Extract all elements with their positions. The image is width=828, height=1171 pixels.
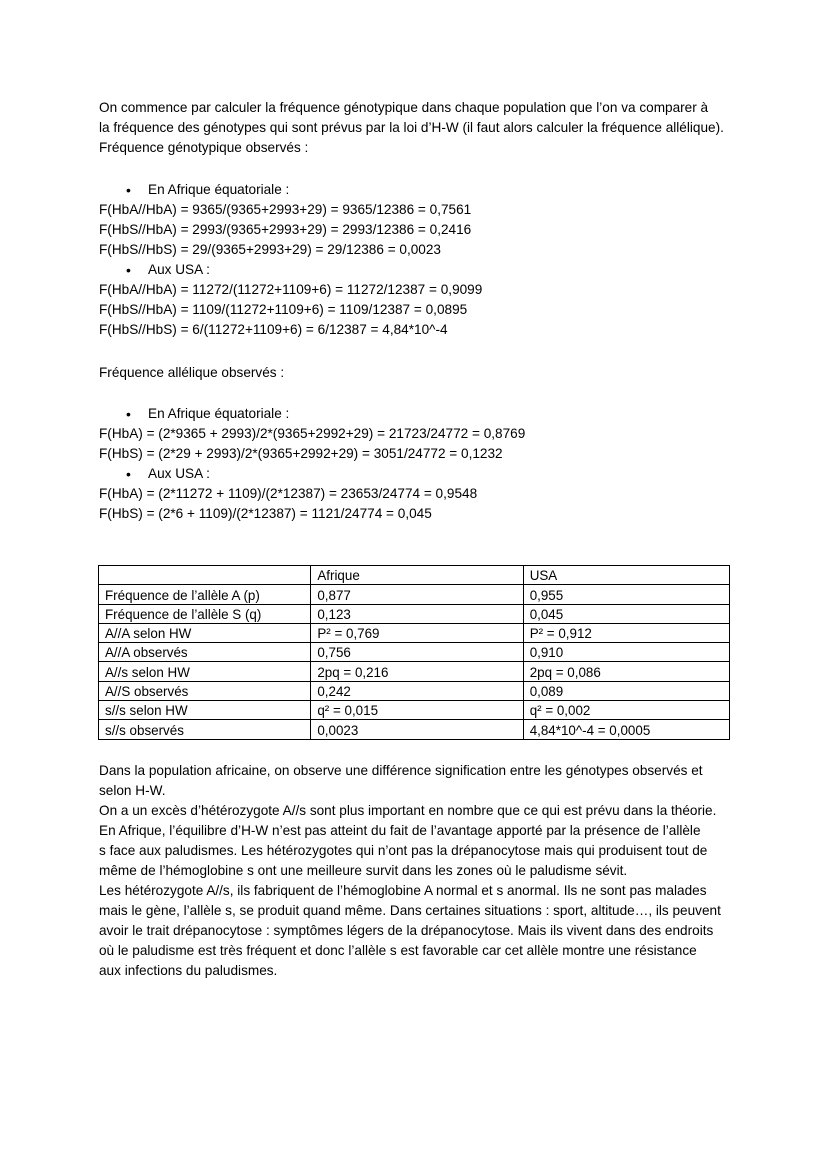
table-cell: q² = 0,015 [311,701,523,720]
table-cell: 0,089 [523,681,729,700]
bullet-usa-label: • Aux USA : [99,260,731,280]
table-cell: P² = 0,912 [523,623,729,642]
table-cell: 0,242 [311,681,523,700]
allelic-heading-block [99,363,731,383]
table-row [99,681,730,700]
conclusion-line: même de l’hémoglobine s ont une meilleure survit dans les zones où le paludisme sévit. [99,863,628,878]
table-cell: 4,84*10^-4 = 0,0005 [523,720,729,739]
table-cell: s//s selon HW [99,701,311,720]
formula-line: F(HbS//HbA) = 1109/(11272+1109+6) = 1109/12387 = 0,0895 [99,302,468,317]
table-cell: 0,877 [311,585,523,604]
formula-line: F(HbA) = (2*9365 + 2993)/2*(9365+2992+29) = 21723/24772 = 0,8769 [99,426,526,441]
formula-line: F(HbS//HbS) = 29/(9365+2993+29) = 29/12386 = 0,0023 [99,242,441,257]
genotypic-section [99,180,731,340]
table-cell: 2pq = 0,216 [311,662,523,681]
table-row [99,701,730,720]
bullet-usa-label: • Aux USA : [99,464,731,484]
table-cell: A//s selon HW [99,662,311,681]
table-row [99,585,730,604]
conclusion-line: où le paludisme est très fréquent et donc l’allèle s est favorable car cet allèle montre une résistance [99,943,697,958]
conclusion-line: Les hétérozygote A//s, ils fabriquent de l’hémoglobine A normal et s anormal. Ils ne sont pas malades [99,883,707,898]
conclusion-line: selon H-W. [99,783,166,798]
intro-paragraph [99,98,731,158]
allelic-heading: Fréquence allélique observés : [99,365,285,380]
table-cell: 2pq = 0,086 [523,662,729,681]
formula-line: F(HbS//HbS) = 6/(11272+1109+6) = 6/12387 = 4,84*10^-4 [99,322,448,337]
table-cell: A//S observés [99,681,311,700]
table-cell: A//A observés [99,643,311,662]
table-cell: 0,955 [523,585,729,604]
conclusion-line: Dans la population africaine, on observe une différence signification entre les génotypes observés et [99,763,703,778]
formula-line: F(HbS) = (2*6 + 1109)/(2*12387) = 1121/24774 = 0,045 [99,506,432,521]
hw-comparison-table [98,565,730,740]
intro-line: la fréquence des génotypes qui sont prévus par la loi d’H-W (il faut alors calculer la fréquence allélique). [99,120,724,135]
conclusion-line: On a un excès d’hétérozygote A//s sont plus important en nombre que ce qui est prévu dans la théorie. [99,803,717,818]
table-cell: 0,756 [311,643,523,662]
table-header-row [99,566,730,585]
table-header-cell: Afrique [311,566,523,585]
table-header-cell: USA [523,566,729,585]
formula-line: F(HbA//HbA) = 11272/(11272+1109+6) = 11272/12387 = 0,9099 [99,282,483,297]
formula-line: F(HbA) = (2*11272 + 1109)/(2*12387) = 23653/24774 = 0,9548 [99,486,478,501]
table-row [99,623,730,642]
table-cell: 0,0023 [311,720,523,739]
table-row [99,643,730,662]
table-cell: 0,045 [523,604,729,623]
conclusion-line: avoir le trait drépanocytose : symptômes légers de la drépanocytose. Mais ils vivent dans des endroits [99,923,714,938]
formula-line: F(HbS) = (2*29 + 2993)/2*(9365+2992+29) = 3051/24772 = 0,1232 [99,446,503,461]
formula-line: F(HbS//HbA) = 2993/(9365+2993+29) = 2993/12386 = 0,2416 [99,222,472,237]
conclusion-line: aux infections du paludismes. [99,963,278,978]
table-cell: s//s observés [99,720,311,739]
allelic-section [99,404,731,524]
table-cell: A//A selon HW [99,623,311,642]
bullet-africa-label: • En Afrique équatoriale : [99,180,731,200]
intro-line: On commence par calculer la fréquence génotypique dans chaque population que l’on va comparer à [99,100,709,115]
conclusion-line: En Afrique, l’équilibre d’H-W n’est pas atteint du fait de l’avantage apporté par la présence de l’allèle [99,823,701,838]
table-row [99,662,730,681]
conclusion-line: mais le gène, l’allèle s, se produit quand même. Dans certaines situations : sport, altitude…, ils peuvent [99,903,721,918]
table-cell: Fréquence de l’allèle S (q) [99,604,311,623]
table-cell: Fréquence de l’allèle A (p) [99,585,311,604]
table-row [99,604,730,623]
table-header-cell [99,566,311,585]
table-cell: 0,123 [311,604,523,623]
table-cell: 0,910 [523,643,729,662]
table-cell: q² = 0,002 [523,701,729,720]
genotypic-heading: Fréquence génotypique observés : [99,140,309,155]
conclusion-line: s face aux paludismes. Les hétérozygotes qui n’ont pas la drépanocytose mais qui produisent tout de [99,843,708,858]
formula-line: F(HbA//HbA) = 9365/(9365+2993+29) = 9365/12386 = 0,7561 [99,202,472,217]
table-row [99,720,730,739]
bullet-africa-label: • En Afrique équatoriale : [99,404,731,424]
conclusion-paragraph [99,761,731,981]
table-cell: P² = 0,769 [311,623,523,642]
